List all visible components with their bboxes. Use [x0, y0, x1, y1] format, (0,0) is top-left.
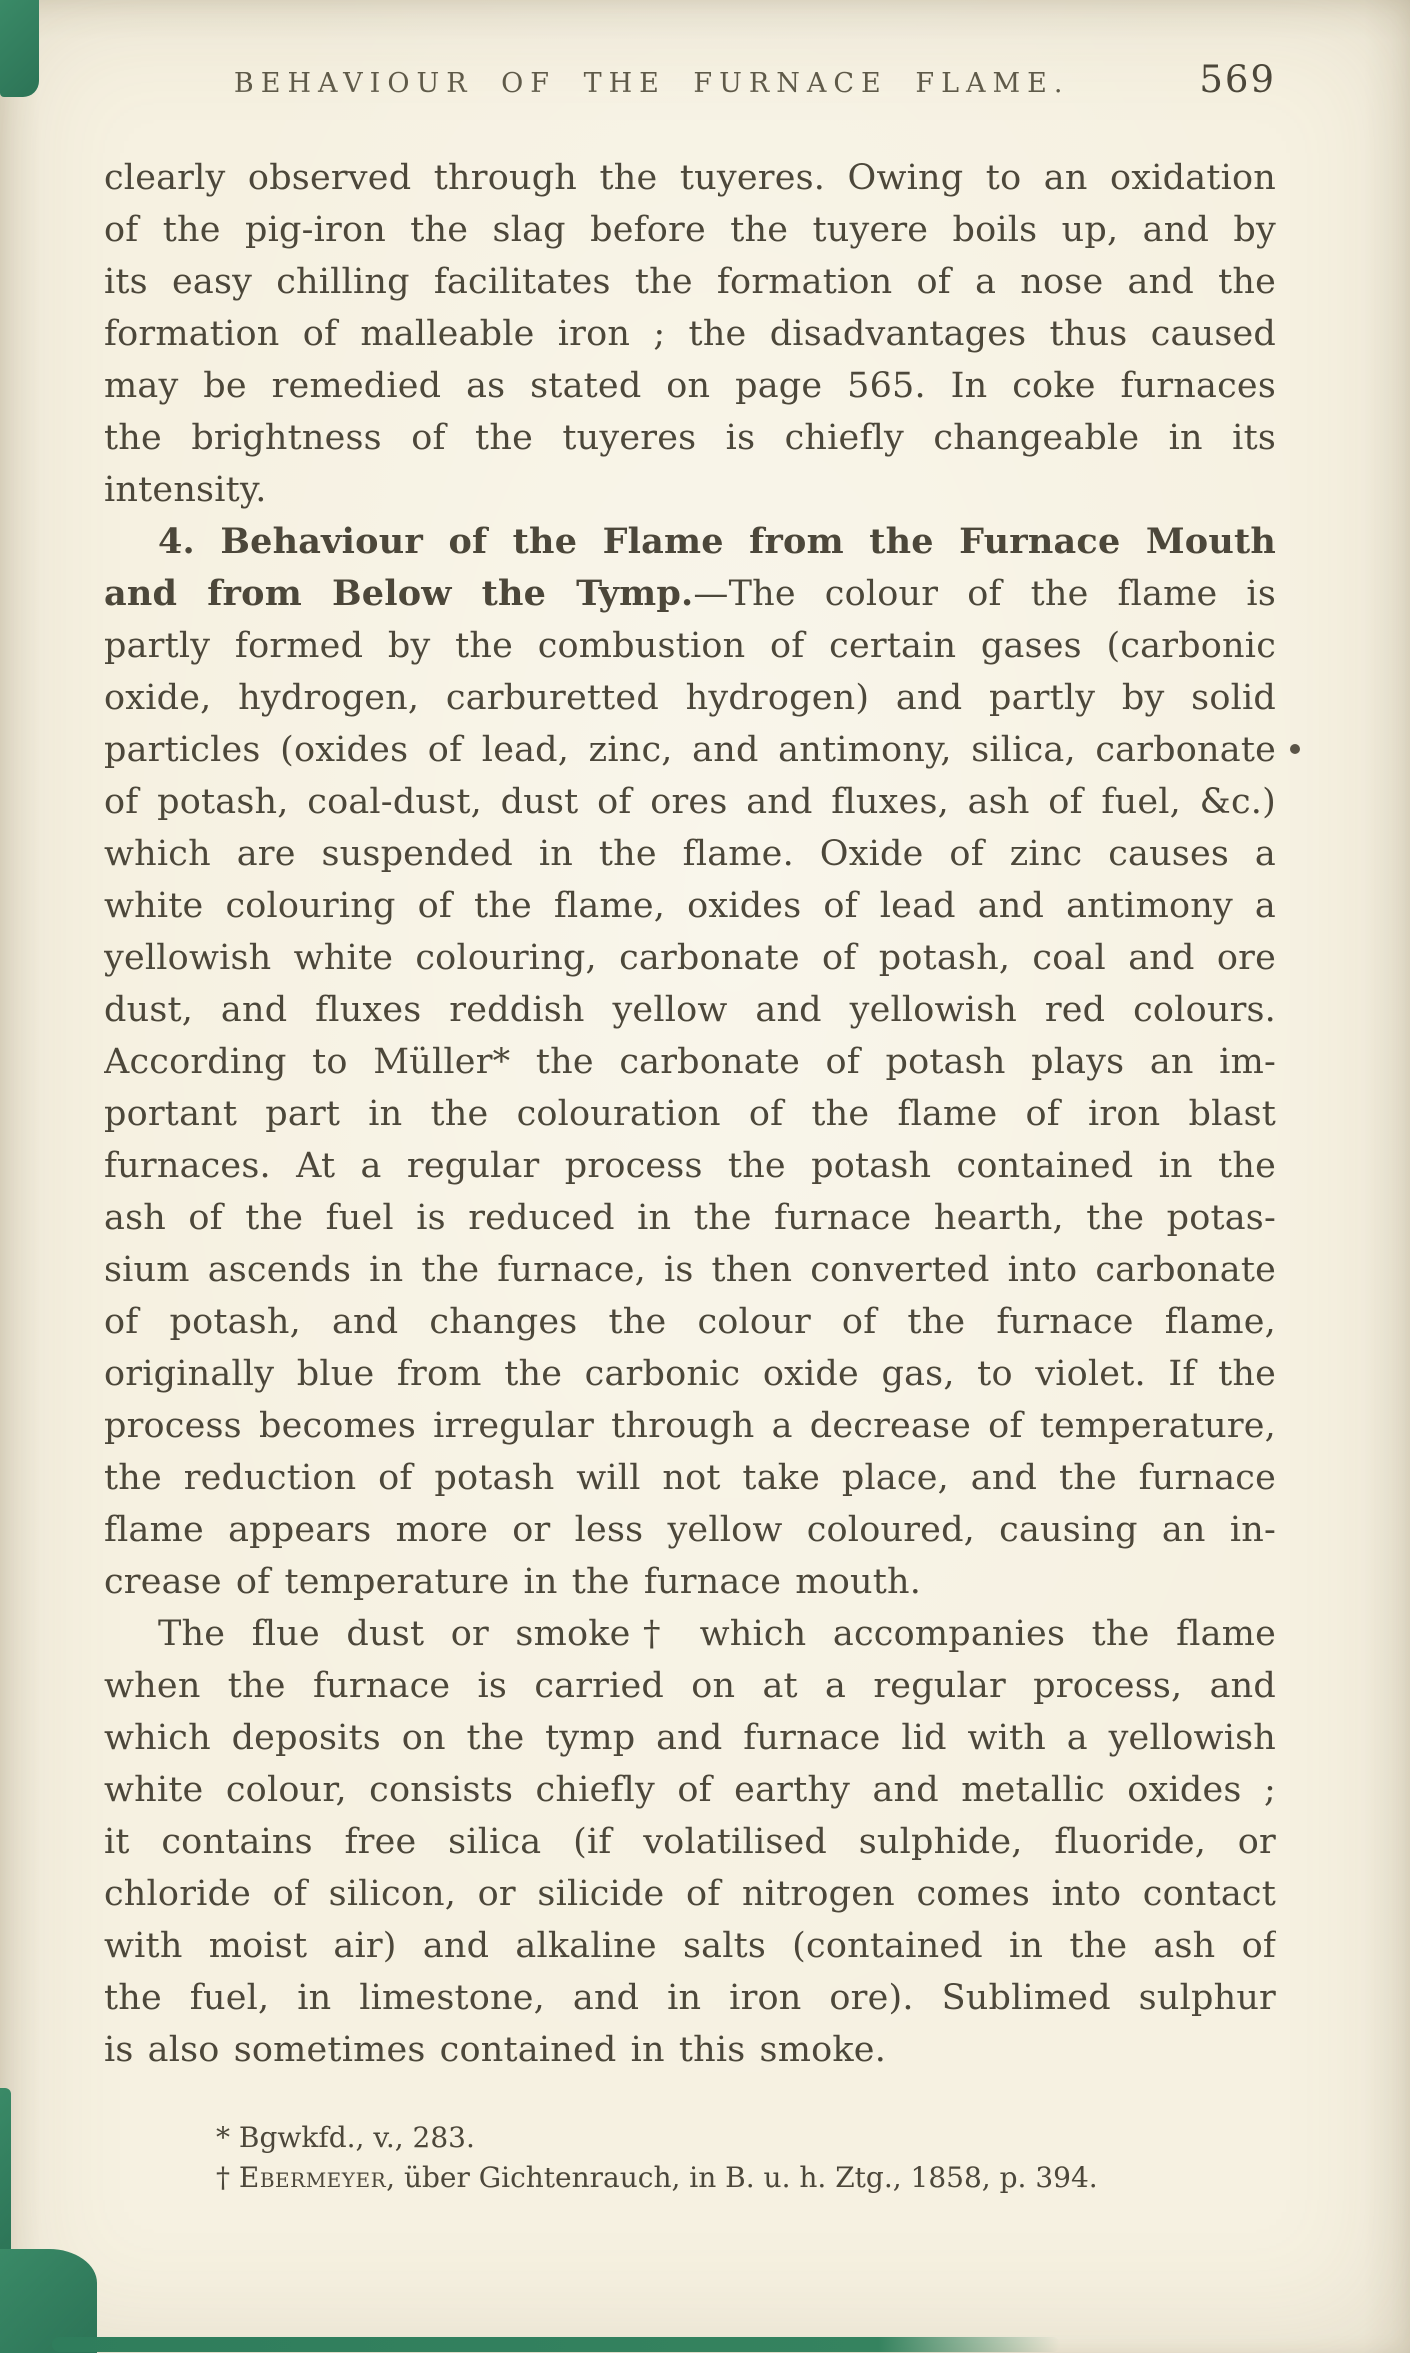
- text-line: process becomes irregular through a decrease of temperature,: [104, 1406, 1276, 1446]
- text-line: dust, and fluxes reddish yellow and yellowish red colours.: [104, 990, 1276, 1030]
- text-segment: , über Gichtenrauch, in B. u. h. Ztg., 1858, p. 394.: [386, 2161, 1098, 2194]
- text-line: According to Müller* the carbonate of potash plays an im-: [104, 1042, 1276, 1082]
- text-line: which are suspended in the flame. Oxide of zinc causes a: [104, 834, 1276, 874]
- text-line: with moist air) and alkaline salts (contained in the ash of: [104, 1926, 1276, 1966]
- text-line: of the pig-iron the slag before the tuyere boils up, and by: [104, 210, 1276, 250]
- text-line: the reduction of potash will not take place, and the furnace: [104, 1458, 1276, 1498]
- text-line: its easy chilling facilitates the formation of a nose and the: [104, 262, 1276, 302]
- text-line: oxide, hydrogen, carburetted hydrogen) and partly by solid: [104, 678, 1276, 718]
- bold-text: 4. Behaviour of the Flame from the Furnace Mouth: [158, 521, 1276, 562]
- page-body: [104, 152, 1276, 2076]
- text-line: when the furnace is carried on at a regular process, and: [104, 1666, 1276, 1706]
- running-header-title: BEHAVIOUR OF THE FURNACE FLAME.: [233, 68, 1070, 99]
- text-line: of potash, coal-dust, dust of ores and fluxes, ash of fuel, &c.): [104, 782, 1276, 822]
- text-line: partly formed by the combustion of certain gases (carbonic: [104, 626, 1276, 666]
- text-line: of potash, and changes the colour of the furnace flame,: [104, 1302, 1276, 1342]
- text-line: it contains free silica (if volatilised sulphide, fluoride, or: [104, 1822, 1276, 1862]
- text-line: crease of temperature in the furnace mouth.: [104, 1562, 922, 1602]
- ink-spot-artifact: [1290, 744, 1300, 754]
- text-segment: †: [216, 2161, 239, 2194]
- text-line: may be remedied as stated on page 565. In coke furnaces: [104, 366, 1276, 406]
- binding-edge-bottom: [52, 2337, 1060, 2352]
- text-line: sium ascends in the furnace, is then converted into carbonate: [104, 1250, 1276, 1290]
- text-line: [104, 516, 1276, 568]
- text-line: intensity.: [104, 470, 267, 510]
- text-line: furnaces. At a regular process the potash contained in the: [104, 1146, 1276, 1186]
- text-line: [104, 568, 1276, 620]
- text-line: white colouring of the flame, oxides of lead and antimony a: [104, 886, 1276, 926]
- footnotes: [104, 2118, 1276, 2198]
- text-line: ash of the fuel is reduced in the furnace hearth, the potas-: [104, 1198, 1276, 1238]
- text-line: The flue dust or smoke† which accompanies the flame: [158, 1614, 1276, 1654]
- text-line: white colour, consists chiefly of earthy and metallic oxides ;: [104, 1770, 1276, 1810]
- page-content: [104, 60, 1276, 2198]
- paragraph: [104, 1608, 1276, 2076]
- text-line: yellowish white colouring, carbonate of potash, coal and ore: [104, 938, 1276, 978]
- text-line: particles (oxides of lead, zinc, and antimony, silica, carbonate: [104, 730, 1276, 770]
- text-line: flame appears more or less yellow coloured, causing an in-: [104, 1510, 1276, 1550]
- text-line: is also sometimes contained in this smoke.: [104, 2030, 887, 2070]
- footnote-line: [216, 2158, 1276, 2198]
- text-line: which deposits on the tymp and furnace lid with a yellowish: [104, 1718, 1276, 1758]
- binding-edge-left: [0, 2088, 11, 2263]
- text-line: portant part in the colouration of the flame of iron blast: [104, 1094, 1276, 1134]
- text-line: clearly observed through the tuyeres. Owing to an oxidation: [104, 158, 1276, 198]
- page-number: 569: [1199, 58, 1276, 101]
- bold-text: and from Below the Tymp.: [104, 573, 694, 614]
- paragraph: [104, 516, 1276, 1608]
- binding-corner-top-left: [0, 0, 39, 97]
- running-header: [104, 60, 1276, 104]
- text-segment: * Bgwkfd., v., 283.: [216, 2121, 475, 2154]
- text-line: chloride of silicon, or silicide of nitrogen comes into contact: [104, 1874, 1276, 1914]
- text-segment: —The colour of the flame is: [693, 574, 1276, 614]
- small-caps-text: Ebermeyer: [238, 2161, 387, 2194]
- text-line: formation of malleable iron ; the disadvantages thus caused: [104, 314, 1276, 354]
- footnote-line: [216, 2118, 1276, 2158]
- text-line: the brightness of the tuyeres is chiefly changeable in its: [104, 418, 1276, 458]
- text-line: originally blue from the carbonic oxide gas, to violet. If the: [104, 1354, 1276, 1394]
- paragraph: [104, 152, 1276, 516]
- text-line: the fuel, in limestone, and in iron ore). Sublimed sulphur: [104, 1978, 1276, 2018]
